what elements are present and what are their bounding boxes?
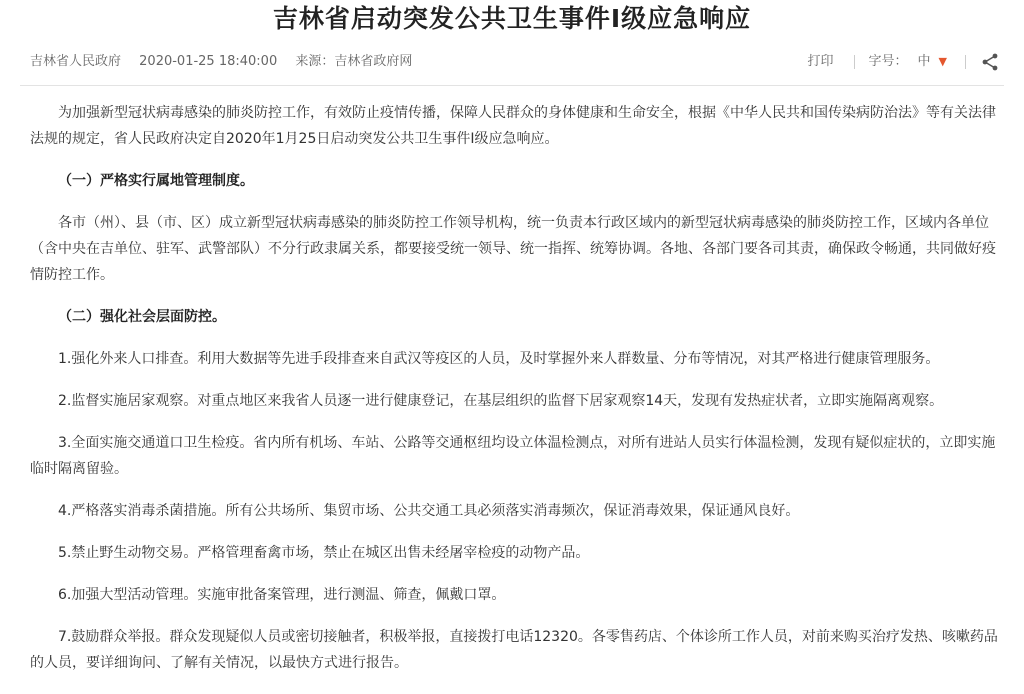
list-item: 1.强化外来人口排查。利用大数据等先进手段排查来自武汉等疫区的人员，及时掌握外来人群数量、分布等情况，对其严格进行健康管理服务。	[58, 351, 940, 367]
article-meta	[30, 50, 1000, 74]
list-item: 4.严格落实消毒杀菌措施。所有公共场所、集贸市场、公共交通工具必须落实消毒频次，保证消毒效果，保证通风良好。	[58, 503, 800, 519]
share-icon[interactable]	[980, 52, 1000, 72]
body-paragraph: 各市（州）、县（市、区）成立新型冠状病毒感染的肺炎防控工作领导机构，统一负责本行政区域内的新型冠状病毒感染的肺炎防控工作，区域内各单位（含中央在吉单位、驻军、武警部队）不分行政隶属关系，都要接受统一领导、统一指挥、统筹协调。各地、各部门要各司其责，确保政令畅通，共同做好疫情防控工作。	[30, 215, 996, 283]
list-item: 2.监督实施居家观察。对重点地区来我省人员逐一进行健康登记，在基层组织的监督下居家观察14天，发现有发热症状者，立即实施隔离观察。	[58, 393, 944, 409]
print-button[interactable]: 打印	[807, 54, 834, 69]
publish-datetime: 2020-01-25 18:40:00	[139, 54, 278, 69]
section-heading: （二）强化社会层面防控。	[58, 309, 226, 325]
section-heading: （一）严格实行属地管理制度。	[58, 173, 254, 189]
source: 来源：吉林省政府网	[295, 54, 413, 69]
article-toolbar	[807, 50, 1000, 74]
article-body	[30, 100, 1000, 692]
font-size-select[interactable]: 中	[917, 54, 931, 69]
list-item: 7.鼓励群众举报。群众发现疑似人员或密切接触者，积极举报，直接拨打电话12320。各零售药店、个体诊所工作人员，对前来购买治疗发热、咳嗽药品的人员，要详细询问、了解有关情况，以最快方式进行报告。	[30, 629, 998, 671]
list-item: 6.加强大型活动管理。实施审批备案管理，进行测温、筛查，佩戴口罩。	[58, 587, 506, 603]
article-title: 吉林省启动突发公共卫生事件Ⅰ级应急响应	[272, 4, 752, 33]
list-item: 5.禁止野生动物交易。严格管理畜禽市场，禁止在城区出售未经屠宰检疫的动物产品。	[58, 545, 590, 561]
list-item: 3.全面实施交通道口卫生检疫。省内所有机场、车站、公路等交通枢纽均设立体温检测点，对所有进站人员实行体温检测，发现有疑似症状的，立即实施临时隔离留验。	[30, 435, 996, 477]
toolbar-divider	[854, 55, 855, 69]
chevron-down-icon[interactable]: ▼	[938, 55, 947, 68]
toolbar-divider	[965, 55, 966, 69]
intro-paragraph: 为加强新型冠状病毒感染的肺炎防控工作，有效防止疫情传播，保障人民群众的身体健康和生命安全，根据《中华人民共和国传染病防治法》等有关法律法规的规定，省人民政府决定自2020年1月25日启动突发公共卫生事件Ⅰ级应急响应。	[30, 105, 996, 147]
header-divider	[20, 85, 1004, 86]
font-size-label: 字号：	[868, 54, 908, 69]
publisher: 吉林省人民政府	[30, 54, 122, 69]
